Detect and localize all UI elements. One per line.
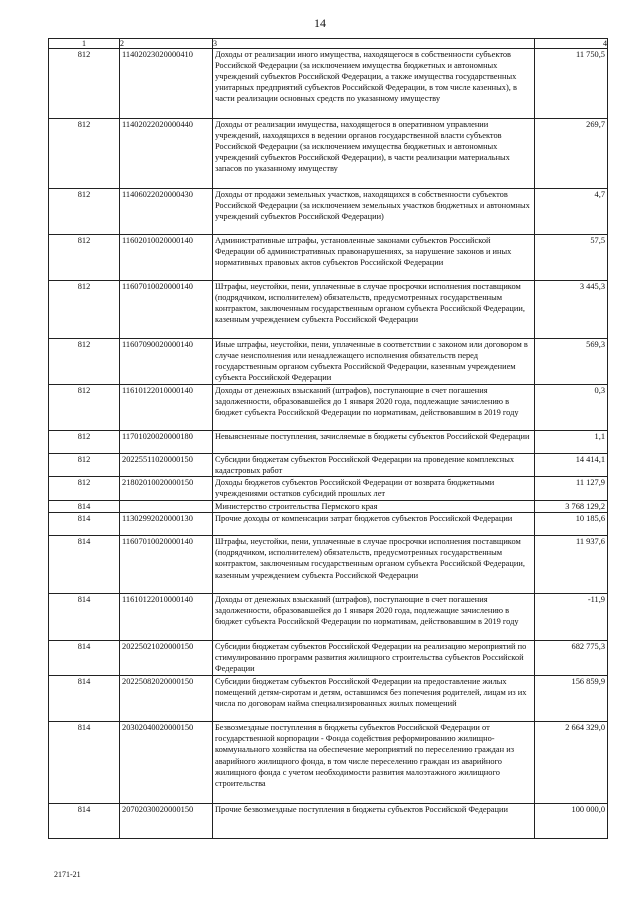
table-row: [49, 501, 608, 513]
admin-code-cell: 814: [49, 804, 120, 839]
description-cell: Доходы бюджетов субъектов Российской Федерации от возврата бюджетными учреждениями остатков субсидий прошлых лет: [213, 477, 535, 501]
footer-code: 2171-21: [54, 870, 81, 879]
budget-table: [48, 38, 608, 839]
table-row: [49, 339, 608, 385]
admin-code-cell: 812: [49, 119, 120, 189]
amount-cell: 57,5: [535, 235, 608, 281]
budget-code-cell: 11610122010000140: [120, 594, 213, 641]
budget-code-cell: 11607010020000140: [120, 536, 213, 594]
admin-code-cell: 812: [49, 281, 120, 339]
admin-code-cell: 814: [49, 501, 120, 513]
amount-cell: 3 768 129,2: [535, 501, 608, 513]
table-body: [49, 49, 608, 839]
budget-code-cell: 20225021020000150: [120, 641, 213, 676]
table-row: [49, 513, 608, 536]
header-col-3: 3: [213, 39, 535, 49]
page-number: 14: [314, 16, 326, 30]
admin-code-cell: 812: [49, 385, 120, 431]
admin-code-cell: 812: [49, 235, 120, 281]
admin-code-cell: 814: [49, 594, 120, 641]
budget-code-cell: 11610122010000140: [120, 385, 213, 431]
amount-cell: 10 185,6: [535, 513, 608, 536]
budget-code-cell: 11402022020000440: [120, 119, 213, 189]
description-cell: Доходы от реализации имущества, находящегося в оперативном управлении учреждений, находящихся в ведении органов государственной власти субъектов Российской Федерации (за исключением имущества бюджетных и автономных учреждений субъектов Российской Федерации), в части реализации материальных запасов по указанному имуществу: [213, 119, 535, 189]
admin-code-cell: 814: [49, 641, 120, 676]
amount-cell: 11 750,5: [535, 49, 608, 119]
amount-cell: 682 775,3: [535, 641, 608, 676]
amount-cell: 0,3: [535, 385, 608, 431]
description-cell: Доходы от продажи земельных участков, находящихся в собственности субъектов Российской Федерации (за исключением земельных участков бюджетных и автономных учреждений субъектов Российской Федерации): [213, 189, 535, 235]
table-header-row: [49, 39, 608, 49]
table-row: [49, 281, 608, 339]
table-row: [49, 431, 608, 454]
table-row: [49, 641, 608, 676]
budget-code-cell: 11302992020000130: [120, 513, 213, 536]
table-row: [49, 49, 608, 119]
budget-code-cell: 20225511020000150: [120, 454, 213, 477]
amount-cell: 11 937,6: [535, 536, 608, 594]
budget-code-cell: 20225082020000150: [120, 676, 213, 722]
admin-code-cell: 814: [49, 722, 120, 804]
budget-code-cell: 11406022020000430: [120, 189, 213, 235]
table-row: [49, 119, 608, 189]
admin-code-cell: 812: [49, 339, 120, 385]
description-cell: Иные штрафы, неустойки, пени, уплаченные в соответствии с законом или договором в случае неисполнения или ненадлежащего исполнения обязательств перед государственным органом субъекта Российской Федерации, казенным учреждением субъекта Российской Федерации: [213, 339, 535, 385]
amount-cell: 569,3: [535, 339, 608, 385]
budget-code-cell: 20302040020000150: [120, 722, 213, 804]
amount-cell: -11,9: [535, 594, 608, 641]
table-row: [49, 676, 608, 722]
budget-code-cell: [120, 501, 213, 513]
amount-cell: 3 445,3: [535, 281, 608, 339]
admin-code-cell: 812: [49, 454, 120, 477]
description-cell: Субсидии бюджетам субъектов Российской Федерации на предоставление жилых помещений детям-сиротам и детям, оставшимся без попечения родителей, лицам из их числа по договорам найма специализированных жилых помещений: [213, 676, 535, 722]
description-cell: Безвозмездные поступления в бюджеты субъектов Российской Федерации от государственной корпорации - Фонда содействия реформированию жилищно-коммунального хозяйства на обеспечение мероприятий по переселению граждан из аварийного жилищного фонда, в том числе переселению граждан из аварийного жилищного фонда с учетом необходимости развития малоэтажного жилищного строительства: [213, 722, 535, 804]
budget-code-cell: 20702030020000150: [120, 804, 213, 839]
budget-code-cell: 11607010020000140: [120, 281, 213, 339]
amount-cell: 100 000,0: [535, 804, 608, 839]
description-cell: Доходы от денежных взысканий (штрафов), поступающие в счет погашения задолженности, образовавшейся до 1 января 2020 года, подлежащие зачислению в бюджет субъекта Российской Федерации по нормативам, действовавшим в 2019 году: [213, 385, 535, 431]
description-cell: Штрафы, неустойки, пени, уплаченные в случае просрочки исполнения поставщиком (подрядчиком, исполнителем) обязательств, предусмотренных государственным контрактом, заключенным государственным органом субъекта Российской Федерации, казенным учреждением субъекта Российской Федерации: [213, 281, 535, 339]
table-row: [49, 385, 608, 431]
description-cell: Доходы от денежных взысканий (штрафов), поступающие в счет погашения задолженности, образовавшейся до 1 января 2020 года, подлежащие зачислению в бюджет субъекта Российской Федерации по нормативам, действовавшим в 2019 году: [213, 594, 535, 641]
amount-cell: 1,1: [535, 431, 608, 454]
description-cell: Штрафы, неустойки, пени, уплаченные в случае просрочки исполнения поставщиком (подрядчиком, исполнителем) обязательств, предусмотренных государственным контрактом, заключенным государственным органом субъекта Российской Федерации, казенным учреждением субъекта Российской Федерации: [213, 536, 535, 594]
description-cell: Доходы от реализации иного имущества, находящегося в собственности субъектов Российской Федерации (за исключением имущества бюджетных и автономных учреждений субъектов Российской Федерации, а также имущества государственных унитарных предприятий субъектов Российской Федерации, в том числе казенных), в части реализации основных средств по указанному имуществу: [213, 49, 535, 119]
table-row: [49, 536, 608, 594]
description-cell: Прочие безвозмездные поступления в бюджеты субъектов Российской Федерации: [213, 804, 535, 839]
admin-code-cell: 812: [49, 431, 120, 454]
amount-cell: 4,7: [535, 189, 608, 235]
admin-code-cell: 814: [49, 536, 120, 594]
budget-code-cell: 21802010020000150: [120, 477, 213, 501]
header-col-2: 2: [120, 39, 213, 49]
budget-code-cell: 11402023020000410: [120, 49, 213, 119]
budget-code-cell: 11607090020000140: [120, 339, 213, 385]
description-cell: Прочие доходы от компенсации затрат бюджетов субъектов Российской Федерации: [213, 513, 535, 536]
header-col-4: 4: [535, 39, 608, 49]
amount-cell: 269,7: [535, 119, 608, 189]
budget-code-cell: 11701020020000180: [120, 431, 213, 454]
table-row: [49, 454, 608, 477]
table-row: [49, 722, 608, 804]
admin-code-cell: 814: [49, 676, 120, 722]
table-row: [49, 235, 608, 281]
description-cell: Министерство строительства Пермского края: [213, 501, 535, 513]
table-row: [49, 804, 608, 839]
admin-code-cell: 814: [49, 513, 120, 536]
amount-cell: 14 414,1: [535, 454, 608, 477]
admin-code-cell: 812: [49, 189, 120, 235]
description-cell: Невыясненные поступления, зачисляемые в бюджеты субъектов Российской Федерации: [213, 431, 535, 454]
description-cell: Субсидии бюджетам субъектов Российской Федерации на проведение комплексных кадастровых работ: [213, 454, 535, 477]
table-row: [49, 189, 608, 235]
amount-cell: 156 859,9: [535, 676, 608, 722]
amount-cell: 2 664 329,0: [535, 722, 608, 804]
budget-code-cell: 11602010020000140: [120, 235, 213, 281]
description-cell: Субсидии бюджетам субъектов Российской Федерации на реализацию мероприятий по стимулированию программ развития жилищного строительства субъектов Российской Федерации: [213, 641, 535, 676]
admin-code-cell: 812: [49, 49, 120, 119]
amount-cell: 11 127,9: [535, 477, 608, 501]
admin-code-cell: 812: [49, 477, 120, 501]
description-cell: Административные штрафы, установленные законами субъектов Российской Федерации об административных правонарушениях, за нарушение законов и иных нормативных правовых актов субъектов Российской Федерации: [213, 235, 535, 281]
table-row: [49, 477, 608, 501]
header-col-1: 1: [49, 39, 120, 49]
table-row: [49, 594, 608, 641]
